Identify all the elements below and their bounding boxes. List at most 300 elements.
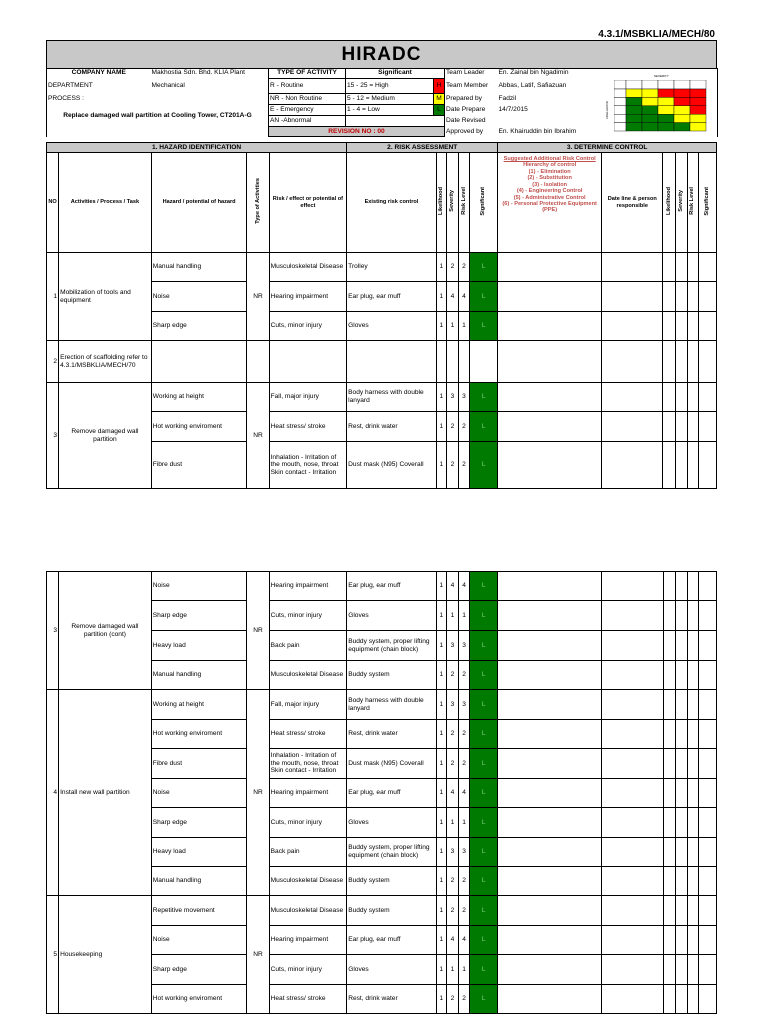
hierarchy-1: (1) - Elimination xyxy=(528,168,571,175)
likelihood-cell: 1 xyxy=(436,442,446,489)
existing-control-cell: Buddy system xyxy=(347,661,437,690)
process-value: Replace damaged wall partition at Cooling Tower, CT201A-G xyxy=(47,105,269,127)
low-range: 1 - 4 = Low xyxy=(346,105,434,116)
likelihood-2-cell xyxy=(663,412,675,442)
significant-cell: L xyxy=(470,926,498,955)
date-line-cell xyxy=(602,690,663,720)
activity-cell: Remove damaged wall partition (cont) xyxy=(59,572,152,690)
likelihood-2-cell xyxy=(663,253,675,282)
risk-effect-cell xyxy=(269,341,347,383)
hazard-cell: Noise xyxy=(151,926,247,955)
hazard-cell: Working at height xyxy=(151,383,247,412)
section-hazard-identification: 1. HAZARD IDENTIFICATION xyxy=(47,143,347,153)
medium-range: 5 - 12 = Medium xyxy=(346,94,434,105)
significant-cell: L xyxy=(470,253,498,282)
severity-cell: 3 xyxy=(446,383,458,412)
col-risk-level: Risk Level xyxy=(460,187,467,216)
suggested-control-cell xyxy=(498,253,602,282)
col-likelihood-2: Likelihood xyxy=(665,187,672,216)
significant-cell: L xyxy=(470,749,498,779)
significant-cell: L xyxy=(470,985,498,1014)
severity-2-cell xyxy=(675,690,687,720)
suggested-control-cell xyxy=(498,572,602,601)
severity-2-cell xyxy=(675,896,687,926)
risk-effect-cell: Cuts, minor injury xyxy=(269,955,347,985)
risk-effect-cell: Hearing impairment xyxy=(269,779,347,808)
date-line-cell xyxy=(602,838,663,867)
severity-2-cell xyxy=(675,253,687,282)
significant-cell: L xyxy=(470,896,498,926)
significant-2-cell xyxy=(698,808,716,838)
row-number: 3 xyxy=(47,572,59,690)
likelihood-cell: 1 xyxy=(436,896,446,926)
risk-effect-cell: Fall, major injury xyxy=(269,690,347,720)
risk-level-cell: 4 xyxy=(459,779,470,808)
severity-2-cell xyxy=(675,601,687,631)
approved-by-label: Approved by xyxy=(446,127,484,135)
high-chip: H xyxy=(434,79,445,94)
hazard-cell: Sharp edge xyxy=(151,955,247,985)
risk-level-2-cell xyxy=(687,779,698,808)
severity-2-cell xyxy=(675,779,687,808)
date-line-cell xyxy=(602,808,663,838)
suggested-control-cell xyxy=(498,896,602,926)
risk-level-2-cell xyxy=(687,720,698,749)
hazard-table-1 xyxy=(46,142,717,489)
col-suggested-control xyxy=(498,153,602,253)
significant-2-cell xyxy=(698,442,716,489)
activity-cell: Remove damaged wall partition xyxy=(59,383,152,489)
suggested-control-cell xyxy=(498,749,602,779)
suggested-control-cell xyxy=(498,282,602,312)
likelihood-cell: 1 xyxy=(436,572,446,601)
risk-level-2-cell xyxy=(687,253,698,282)
severity-cell: 3 xyxy=(446,690,458,720)
likelihood-2-cell xyxy=(663,779,675,808)
existing-control-cell: Rest, drink water xyxy=(347,720,437,749)
significant-cell: L xyxy=(470,442,498,489)
date-line-cell xyxy=(602,442,663,489)
suggested-control-cell xyxy=(498,442,602,489)
suggested-control-cell xyxy=(498,341,602,383)
row-number: 2 xyxy=(47,341,59,383)
activity-type-cell: NR xyxy=(247,896,269,1014)
severity-cell: 3 xyxy=(446,838,458,867)
risk-level-cell: 2 xyxy=(458,412,469,442)
department-label: DEPARTMENT xyxy=(47,79,151,94)
suggested-control-cell xyxy=(498,808,602,838)
risk-effect-cell: Hearing impairment xyxy=(269,282,347,312)
risk-level-2-cell xyxy=(687,572,698,601)
significant-cell: L xyxy=(470,601,498,631)
risk-level-2-cell xyxy=(687,838,698,867)
hazard-cell: Heavy load xyxy=(151,631,247,661)
risk-effect-cell: Cuts, minor injury xyxy=(269,808,347,838)
likelihood-cell: 1 xyxy=(436,253,446,282)
likelihood-2-cell xyxy=(663,690,675,720)
likelihood-2-cell xyxy=(663,838,675,867)
likelihood-2-cell xyxy=(663,631,675,661)
risk-effect-cell: Musculoskeletal Disease xyxy=(269,661,347,690)
risk-effect-cell: Back pain xyxy=(269,838,347,867)
date-line-cell xyxy=(602,779,663,808)
risk-level-2-cell xyxy=(687,383,698,412)
risk-level-cell: 1 xyxy=(458,312,469,341)
existing-control-cell: Ear plug, ear muff xyxy=(347,926,437,955)
likelihood-2-cell xyxy=(663,312,675,341)
risk-level-2-cell xyxy=(687,341,698,383)
date-line-cell xyxy=(602,985,663,1014)
likelihood-2-cell xyxy=(663,720,675,749)
date-line-cell xyxy=(602,896,663,926)
risk-effect-cell: Hearing impairment xyxy=(269,572,347,601)
suggested-control-cell xyxy=(498,383,602,412)
likelihood-cell: 1 xyxy=(436,926,446,955)
col-activities: Activities / Process / Task xyxy=(59,153,152,253)
date-line-cell xyxy=(602,926,663,955)
likelihood-2-cell xyxy=(663,341,675,383)
team-member-label: Team Member xyxy=(446,82,489,90)
date-line-cell xyxy=(602,253,663,282)
col-severity-2: Severity xyxy=(677,190,684,213)
significant-2-cell xyxy=(698,749,716,779)
significant-2-cell xyxy=(698,779,716,808)
document-reference: 4.3.1/MSBKLIA/MECH/80 xyxy=(598,29,715,40)
hazard-cell: Hot working enviroment xyxy=(151,720,247,749)
severity-2-cell xyxy=(675,985,687,1014)
significant-cell: L xyxy=(470,631,498,661)
severity-2-cell xyxy=(675,282,687,312)
existing-control-cell: Gloves xyxy=(347,312,437,341)
activity-type-cell xyxy=(247,341,269,383)
risk-level-2-cell xyxy=(687,749,698,779)
risk-level-2-cell xyxy=(687,442,698,489)
severity-cell: 4 xyxy=(446,282,458,312)
table-row xyxy=(47,253,717,282)
risk-level-cell: 2 xyxy=(459,985,470,1014)
significant-2-cell xyxy=(698,867,716,896)
suggested-control-cell xyxy=(498,955,602,985)
date-line-cell xyxy=(602,749,663,779)
risk-level-cell: 2 xyxy=(459,896,470,926)
existing-control-cell: Buddy system, proper lifting equipment (chain block) xyxy=(347,631,437,661)
suggested-control-cell xyxy=(498,690,602,720)
severity-2-cell xyxy=(675,341,687,383)
col-type: Type of Activities xyxy=(254,178,261,225)
hazard-cell: Hot working enviroment xyxy=(151,412,247,442)
risk-level-cell: 3 xyxy=(458,383,469,412)
likelihood-2-cell xyxy=(663,808,675,838)
severity-cell: 2 xyxy=(446,749,458,779)
existing-control-cell: Body harness with double lanyard xyxy=(347,690,437,720)
severity-cell: 4 xyxy=(446,926,458,955)
date-line-cell xyxy=(602,720,663,749)
hierarchy-title: Hierarchy of control xyxy=(523,162,577,169)
significant-2-cell xyxy=(698,601,716,631)
hazard-cell: Sharp edge xyxy=(151,601,247,631)
significant-2-cell xyxy=(698,383,716,412)
severity-cell: 1 xyxy=(446,955,458,985)
hierarchy-4: (4) - Engineering Control xyxy=(516,188,583,195)
matrix-likelihood-label: LIKELIHOOD xyxy=(605,100,610,120)
hazard-cell: Heavy load xyxy=(151,838,247,867)
likelihood-cell: 1 xyxy=(436,690,446,720)
existing-control-cell: Buddy system xyxy=(347,896,437,926)
significant-cell: L xyxy=(470,838,498,867)
suggested-control-cell xyxy=(498,661,602,690)
severity-2-cell xyxy=(675,955,687,985)
col-likelihood: Likelihood xyxy=(438,187,445,216)
risk-effect-cell: Heat stress/ stroke xyxy=(269,720,347,749)
hazard-cell: Manual handling xyxy=(151,867,247,896)
risk-level-2-cell xyxy=(687,926,698,955)
suggested-control-cell xyxy=(498,985,602,1014)
likelihood-cell: 1 xyxy=(436,779,446,808)
existing-control-cell: Dust mask (N95) Coverall xyxy=(347,749,437,779)
severity-cell: 4 xyxy=(446,779,458,808)
department-value: Mechanical xyxy=(151,82,185,90)
likelihood-cell: 1 xyxy=(436,661,446,690)
existing-control-cell: Ear plug, ear muff xyxy=(347,779,437,808)
col-risk: Risk / effect or potential of effect xyxy=(269,153,347,253)
suggested-control-cell xyxy=(498,867,602,896)
likelihood-2-cell xyxy=(663,985,675,1014)
severity-cell: 1 xyxy=(446,312,458,341)
risk-level-2-cell xyxy=(687,955,698,985)
likelihood-cell: 1 xyxy=(436,808,446,838)
hazard-table-2 xyxy=(46,571,717,1014)
severity-cell: 2 xyxy=(446,412,458,442)
severity-2-cell xyxy=(675,631,687,661)
activity-cell: Install new wall partition xyxy=(59,690,152,896)
date-line-cell xyxy=(602,412,663,442)
hierarchy-6: (6) - Personal Protective Equipment (PPE) xyxy=(502,200,597,214)
likelihood-2-cell xyxy=(663,867,675,896)
prepared-by-label: Prepared by xyxy=(446,95,482,103)
severity-cell xyxy=(446,341,458,383)
col-existing: Existing risk control xyxy=(347,153,437,253)
likelihood-2-cell xyxy=(663,383,675,412)
severity-cell: 2 xyxy=(446,442,458,489)
risk-level-2-cell xyxy=(687,985,698,1014)
hazard-cell: Manual handling xyxy=(151,661,247,690)
existing-control-cell: Ear plug, ear muff xyxy=(347,282,437,312)
likelihood-cell: 1 xyxy=(436,312,446,341)
risk-effect-cell: Cuts, minor injury xyxy=(269,312,347,341)
table-row xyxy=(47,341,717,383)
existing-control-cell: Dust mask (N95) Coverall xyxy=(347,442,437,489)
date-line-cell xyxy=(602,601,663,631)
risk-level-cell: 2 xyxy=(458,253,469,282)
suggested-control-cell xyxy=(498,926,602,955)
significant-2-cell xyxy=(698,896,716,926)
severity-2-cell xyxy=(675,867,687,896)
likelihood-2-cell xyxy=(663,661,675,690)
suggested-control-cell xyxy=(498,412,602,442)
process-label: PROCESS : xyxy=(47,94,151,105)
severity-cell: 3 xyxy=(446,631,458,661)
severity-2-cell xyxy=(675,442,687,489)
severity-2-cell xyxy=(675,661,687,690)
severity-2-cell xyxy=(675,720,687,749)
severity-2-cell xyxy=(675,412,687,442)
severity-2-cell xyxy=(675,749,687,779)
risk-level-2-cell xyxy=(687,661,698,690)
section-determine-control: 3. DETERMINE CONTROL xyxy=(498,143,717,153)
significant-2-cell xyxy=(698,631,716,661)
team-leader-value: En. Zainal bin Ngadimin xyxy=(498,68,718,79)
significant-cell: L xyxy=(470,779,498,808)
risk-effect-cell: Fall, major injury xyxy=(269,383,347,412)
severity-cell: 2 xyxy=(446,253,458,282)
significant-2-cell xyxy=(698,282,716,312)
hazard-cell: Noise xyxy=(151,282,247,312)
suggested-control-cell xyxy=(498,838,602,867)
severity-cell: 2 xyxy=(446,661,458,690)
existing-control-cell: Rest, drink water xyxy=(347,985,437,1014)
likelihood-2-cell xyxy=(663,926,675,955)
likelihood-cell: 1 xyxy=(436,985,446,1014)
risk-level-2-cell xyxy=(687,631,698,661)
significant-cell xyxy=(470,341,498,383)
low-chip: L xyxy=(434,105,445,116)
severity-2-cell xyxy=(675,312,687,341)
date-prepare-label: Date Prepare xyxy=(446,106,486,114)
significant-2-cell xyxy=(698,838,716,867)
routine-label: R - Routine xyxy=(269,79,346,94)
significant-2-cell xyxy=(698,341,716,383)
team-leader-label: Team Leader xyxy=(446,69,485,77)
existing-control-cell: Rest, drink water xyxy=(347,412,437,442)
team-member-value: Abbas, Latif, Safiazuan xyxy=(498,79,718,94)
severity-cell: 4 xyxy=(446,572,458,601)
table-row xyxy=(47,896,717,926)
significant-cell: L xyxy=(470,808,498,838)
medium-chip: M xyxy=(434,94,445,105)
table-row xyxy=(47,383,717,412)
hazard-cell: Fibre dust xyxy=(151,442,247,489)
activity-cell: Housekeeping xyxy=(59,896,152,1014)
date-line-cell xyxy=(602,631,663,661)
page-title: HIRADC xyxy=(46,40,717,69)
likelihood-2-cell xyxy=(663,896,675,926)
risk-effect-cell: Musculoskeletal Disease xyxy=(269,896,347,926)
activity-cell: Erection of scaffolding refer to 4.3.1/MSBKLIA/MECH/70 xyxy=(59,341,152,383)
existing-control-cell: Gloves xyxy=(347,955,437,985)
activity-type-cell: NR xyxy=(247,383,269,489)
emergency-label: E - Emergency xyxy=(269,105,346,116)
activity-type-cell: NR xyxy=(247,572,269,690)
significant-cell: L xyxy=(470,282,498,312)
risk-level-cell: 4 xyxy=(459,926,470,955)
severity-2-cell xyxy=(675,572,687,601)
significant-cell: L xyxy=(470,412,498,442)
likelihood-2-cell xyxy=(663,282,675,312)
matrix-grid xyxy=(614,80,714,132)
likelihood-cell: 1 xyxy=(436,955,446,985)
risk-level-cell xyxy=(458,341,469,383)
risk-effect-cell: Back pain xyxy=(269,631,347,661)
risk-matrix xyxy=(604,76,714,136)
risk-level-cell: 1 xyxy=(459,808,470,838)
likelihood-2-cell xyxy=(663,749,675,779)
significant-2-cell xyxy=(698,253,716,282)
risk-level-cell: 2 xyxy=(459,720,470,749)
activity-cell: Mobilization of tools and equipment xyxy=(59,253,152,341)
risk-level-2-cell xyxy=(687,312,698,341)
risk-effect-cell: Musculoskeletal Disease xyxy=(269,253,347,282)
date-line-cell xyxy=(602,341,663,383)
col-significant-2: Significant xyxy=(704,186,711,216)
significant-cell: L xyxy=(470,572,498,601)
suggested-control-cell xyxy=(498,631,602,661)
col-significant: Significant xyxy=(480,186,487,216)
existing-control-cell: Buddy system, proper lifting equipment (chain block) xyxy=(347,838,437,867)
likelihood-cell: 1 xyxy=(436,412,446,442)
significant-2-cell xyxy=(698,955,716,985)
risk-level-cell: 1 xyxy=(459,955,470,985)
risk-level-cell: 3 xyxy=(459,838,470,867)
row-number: 1 xyxy=(47,253,59,341)
hazard-table-cont xyxy=(46,571,717,1014)
hazard-cell: Manual handling xyxy=(151,253,247,282)
severity-2-cell xyxy=(675,838,687,867)
risk-level-cell: 2 xyxy=(459,867,470,896)
hazard-cell: Noise xyxy=(151,572,247,601)
risk-effect-cell: Cuts, minor injury xyxy=(269,601,347,631)
date-revised-label: Date Revised xyxy=(446,117,486,125)
col-date-line: Date line & person responsible xyxy=(602,153,663,253)
hazard-cell: Hot working enviroment xyxy=(151,985,247,1014)
row-number: 3 xyxy=(47,383,59,489)
matrix-severity-label: SEVERITY xyxy=(654,74,669,78)
abnormal-label: AN -Abnormal xyxy=(269,116,346,127)
existing-control-cell: Gloves xyxy=(347,808,437,838)
likelihood-cell: 1 xyxy=(436,720,446,749)
significant-2-cell xyxy=(698,572,716,601)
risk-level-cell: 1 xyxy=(459,601,470,631)
hierarchy-5: (5) - Administrative Control xyxy=(513,194,586,201)
risk-level-cell: 2 xyxy=(458,442,469,489)
risk-level-cell: 3 xyxy=(459,631,470,661)
risk-effect-cell: Inhalation - Irritation of the mouth, nose, throat Skin contact - Irritation xyxy=(269,749,347,779)
risk-effect-cell: Heat stress/ stroke xyxy=(269,412,347,442)
hierarchy-3: (3) - Isolation xyxy=(532,181,568,188)
row-number: 5 xyxy=(47,896,59,1014)
existing-control-cell: Buddy system xyxy=(347,867,437,896)
date-line-cell xyxy=(602,282,663,312)
date-line-cell xyxy=(602,572,663,601)
nonroutine-label: NR - Non Routine xyxy=(269,94,346,105)
risk-level-cell: 2 xyxy=(459,749,470,779)
section-risk-assessment: 2. RISK ASSESSMENT xyxy=(347,143,498,153)
likelihood-cell: 1 xyxy=(436,282,446,312)
hazard-cell xyxy=(151,341,247,383)
risk-level-2-cell xyxy=(687,690,698,720)
table-row xyxy=(47,690,717,720)
likelihood-2-cell xyxy=(663,442,675,489)
existing-control-cell: Body harness with double lanyard xyxy=(347,383,437,412)
row-number: 4 xyxy=(47,690,59,896)
severity-cell: 2 xyxy=(446,985,458,1014)
significant-cell: L xyxy=(470,312,498,341)
severity-cell: 2 xyxy=(446,720,458,749)
existing-control-cell: Ear plug, ear muff xyxy=(347,572,437,601)
date-line-cell xyxy=(602,383,663,412)
date-line-cell xyxy=(602,955,663,985)
suggested-control-cell xyxy=(498,720,602,749)
risk-effect-cell: Musculoskeletal Disease xyxy=(269,867,347,896)
